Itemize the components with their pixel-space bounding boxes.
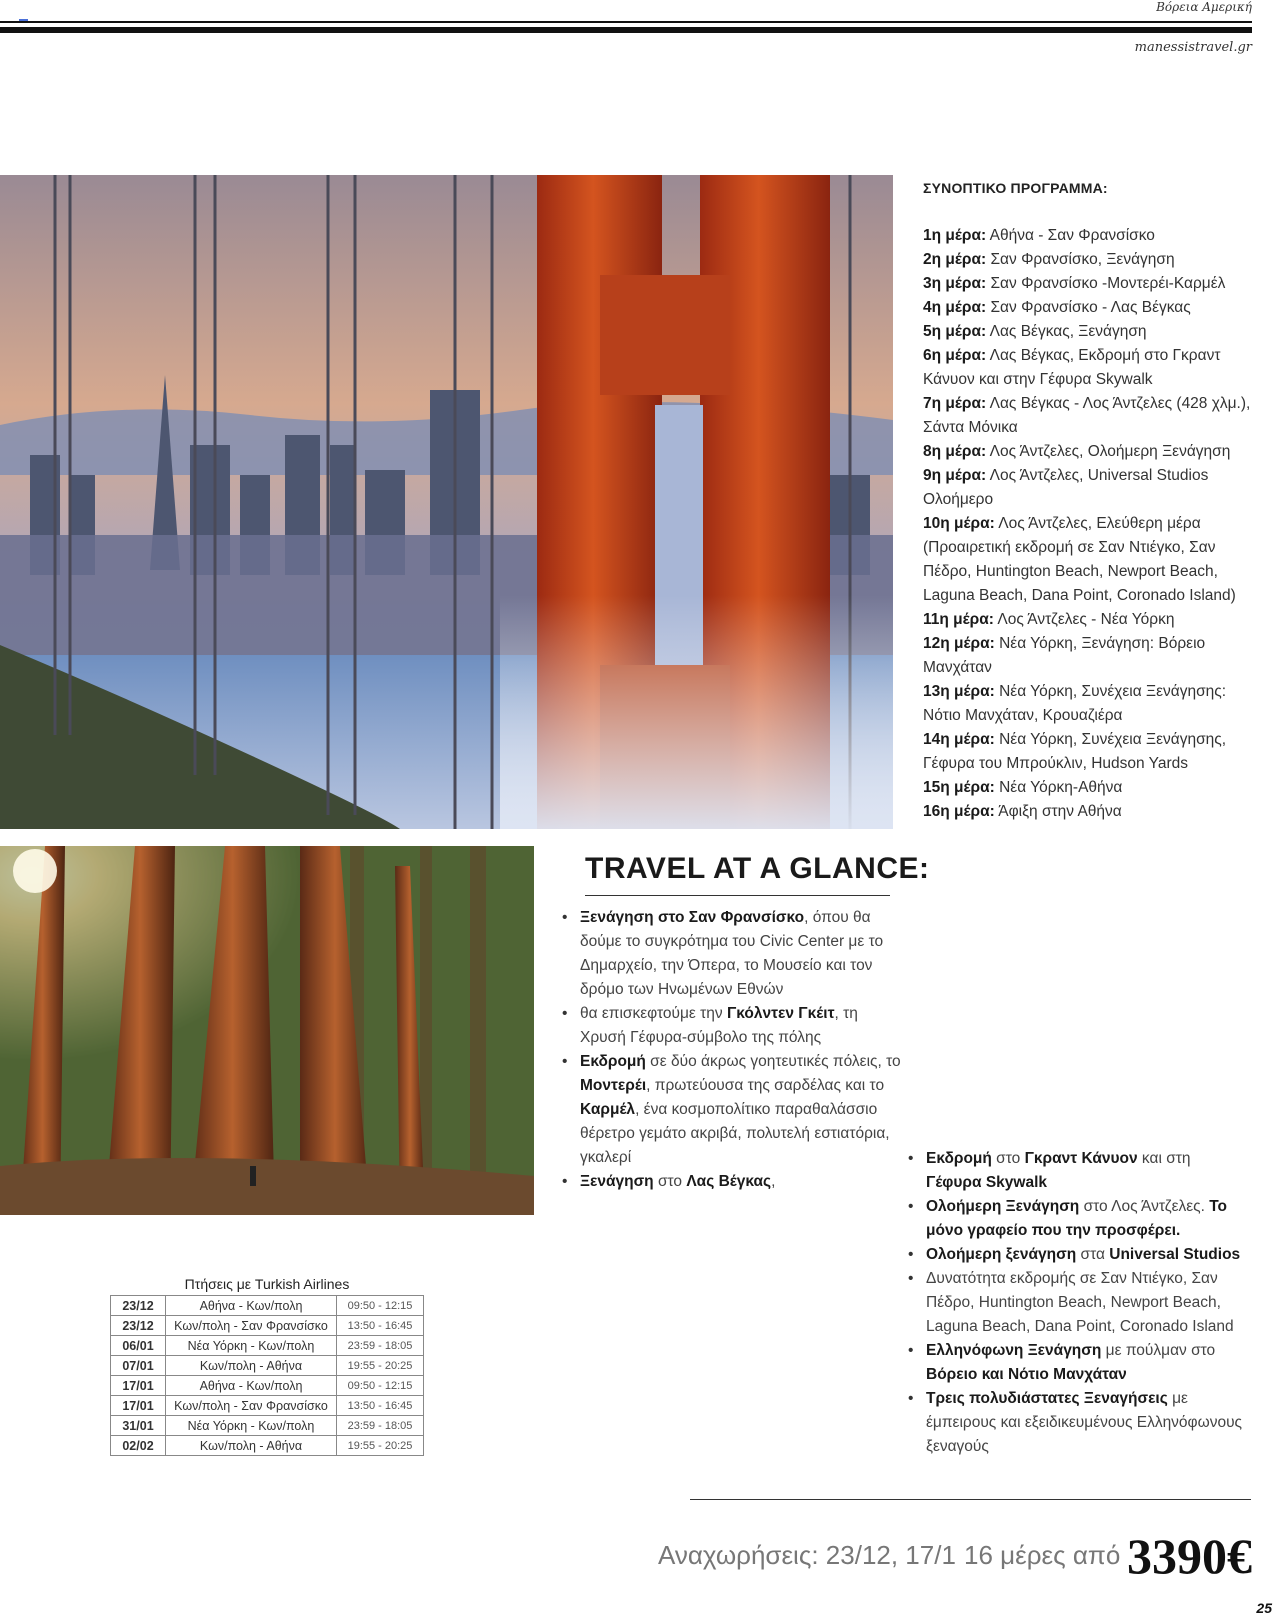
glance-title: TRAVEL AT A GLANCE: (585, 852, 930, 885)
glance-bullet (562, 1170, 907, 1194)
flight-route: Αθήνα - Κων/πολη (166, 1296, 337, 1316)
program-day-text: Λος Άντζελες, Universal Studios Ολοήμερο (923, 467, 1209, 508)
flight-time: 19:55 - 20:25 (337, 1356, 424, 1376)
glance-text: στο (653, 1173, 687, 1190)
program-day (923, 632, 1253, 680)
glance-text: , όπου θα δούμε το συγκρότημα του Civic Center με το Δημαρχείο, την Όπερα, το Μουσείο και τον δρόμο των Ηνωμένων Εθνών (580, 909, 884, 998)
glance-list-right (908, 1147, 1248, 1459)
glance-bullet (908, 1195, 1248, 1243)
program-day-label: 15η μέρα: (923, 779, 995, 796)
flight-row (111, 1356, 424, 1376)
program-day-text: Σαν Φρανσίσκο -Μοντερέι-Καρμέλ (990, 275, 1226, 292)
glance-bullet (908, 1243, 1248, 1267)
flight-row (111, 1436, 424, 1456)
flight-date: 31/01 (111, 1416, 166, 1436)
glance-bold-text: Το μόνο γραφείο που την προσφέρει. (926, 1198, 1228, 1239)
duration-text: 16 μέρες από (964, 1540, 1121, 1570)
glance-bold-text: Τρεις πολυδιάστατες Ξεναγήσεις (926, 1390, 1168, 1407)
program-day-label: 5η μέρα: (923, 323, 987, 340)
glance-bullet (562, 906, 907, 1002)
program-day-text: Νέα Υόρκη, Συνέχεια Ξενάγησης, Γέφυρα του Μπρούκλιν, Hudson Yards (923, 731, 1227, 772)
glance-text: θα επισκεφτούμε την (580, 1005, 727, 1022)
program-day-label: 13η μέρα: (923, 683, 995, 700)
flight-route: Νέα Υόρκη - Κων/πολη (166, 1416, 337, 1436)
program-day-text: Νέα Υόρκη, Συνέχεια Ξενάγησης: Νότιο Μανχάταν, Κρουαζιέρα (923, 683, 1227, 724)
program-day-label: 11η μέρα: (923, 611, 994, 628)
flight-date: 06/01 (111, 1336, 166, 1356)
flight-date: 02/02 (111, 1436, 166, 1456)
program-day (923, 776, 1253, 800)
program-day-text: Νέα Υόρκη, Ξενάγηση: Βόρειο Μανχάταν (923, 635, 1206, 676)
program-day-label: 7η μέρα: (923, 395, 987, 412)
glance-bold-text: Εκδρομή (580, 1053, 646, 1070)
flight-route: Κων/πολη - Σαν Φρανσίσκο (166, 1396, 337, 1416)
program-day-text: Αθήνα - Σαν Φρανσίσκο (989, 227, 1155, 244)
program-day-label: 12η μέρα: (923, 635, 995, 652)
departures-text: Αναχωρήσεις: 23/12, 17/1 (658, 1540, 956, 1570)
footer-rule (690, 1499, 1251, 1500)
flight-time: 13:50 - 16:45 (337, 1396, 424, 1416)
page-number: 25 (1256, 1600, 1272, 1616)
glance-bullet (908, 1387, 1248, 1459)
glance-text: , πρωτεύουσα της σαρδέλας και το (646, 1077, 885, 1094)
flight-time: 13:50 - 16:45 (337, 1316, 424, 1336)
program-day (923, 392, 1253, 440)
glance-bold-text: Γέφυρα Skywalk (926, 1174, 1048, 1191)
golden-gate-bridge-photo (0, 175, 893, 829)
flights-caption: Πτήσεις με Turkish Airlines (184, 1276, 350, 1292)
program-day (923, 608, 1253, 632)
program-day-label: 2η μέρα: (923, 251, 987, 268)
program-day-text: Σαν Φρανσίσκο, Ξενάγηση (990, 251, 1175, 268)
glance-bold-text: Γκραντ Κάνυον (1024, 1150, 1138, 1167)
glance-bold-text: Βόρειο και Νότιο Μανχάταν (926, 1366, 1127, 1383)
glance-bold-text: Καρμέλ (580, 1101, 636, 1118)
sequoia-forest-photo (0, 846, 534, 1215)
program-day-text: Σαν Φρανσίσκο - Λας Βέγκας (990, 299, 1191, 316)
glance-bold-text: Universal Studios (1109, 1246, 1241, 1263)
program-day-label: 14η μέρα: (923, 731, 995, 748)
glance-bold-text: Ξενάγηση στο Σαν Φρανσίσκο (580, 909, 805, 926)
flights-table (110, 1295, 424, 1456)
program-day (923, 680, 1253, 728)
header-rule-thin (0, 21, 1252, 23)
price: 3390€ (1127, 1528, 1252, 1584)
flight-date: 07/01 (111, 1356, 166, 1376)
flight-time: 09:50 - 12:15 (337, 1296, 424, 1316)
glance-list-left (562, 906, 907, 1194)
glance-text: Δυνατότητα εκδρομής σε Σαν Ντιέγκο, Σαν Πέδρο, Huntington Beach, Newport Beach, Laguna Beach, Dana Point, Coronado Island (926, 1270, 1234, 1335)
flight-time: 19:55 - 20:25 (337, 1436, 424, 1456)
program-day-label: 6η μέρα: (923, 347, 987, 364)
program-day (923, 296, 1253, 320)
flight-route: Νέα Υόρκη - Κων/πολη (166, 1336, 337, 1356)
glance-text: στο Λος Άντζελες. (1079, 1198, 1210, 1215)
glance-text: με έμπειρους και εξειδικευμένους Ελληνόφωνους ξεναγούς (926, 1390, 1243, 1455)
program-day-label: 10η μέρα: (923, 515, 995, 532)
program-day (923, 224, 1253, 248)
program-day-label: 4η μέρα: (923, 299, 987, 316)
flight-row (111, 1416, 424, 1436)
program-day-text: Λας Βέγκας, Εκδρομή στο Γκραντ Κάνυον και στην Γέφυρα Skywalk (923, 347, 1221, 388)
header-site: manessistravel.gr (1134, 40, 1252, 55)
program-day-label: 1η μέρα: (923, 227, 987, 244)
flight-date: 17/01 (111, 1376, 166, 1396)
program-day (923, 344, 1253, 392)
flight-row (111, 1336, 424, 1356)
program-day (923, 512, 1253, 608)
program-heading: ΣΥΝΟΠΤΙΚΟ ΠΡΟΓΡΑΜΜΑ: (923, 180, 1108, 196)
glance-text: σε δύο άκρως γοητευτικές πόλεις, το (645, 1053, 901, 1070)
flight-row (111, 1316, 424, 1336)
glance-text: , (771, 1173, 776, 1190)
glance-bold-text: Εκδρομή (926, 1150, 992, 1167)
program-day-label: 8η μέρα: (923, 443, 987, 460)
program-day-label: 9η μέρα: (923, 467, 987, 484)
flight-row (111, 1396, 424, 1416)
glance-bold-text: Γκόλντεν Γκέιτ (726, 1005, 835, 1022)
glance-title-rule (585, 895, 890, 896)
glance-bold-text: Ελληνόφωνη Ξενάγηση (926, 1342, 1102, 1359)
program-day (923, 272, 1253, 296)
program-day (923, 320, 1253, 344)
program-day-text: Λος Άντζελες - Νέα Υόρκη (997, 611, 1175, 628)
flight-route: Κων/πολη - Αθήνα (166, 1356, 337, 1376)
flight-row (111, 1376, 424, 1396)
program-day-label: 16η μέρα: (923, 803, 995, 820)
glance-text: με πούλμαν στο (1101, 1342, 1216, 1359)
program-day-text: Λας Βέγκας - Λος Άντζελες (428 χλμ.), Σάντα Μόνικα (923, 395, 1251, 436)
header-rule-thick (0, 27, 1252, 33)
flight-time: 23:59 - 18:05 (337, 1336, 424, 1356)
glance-bold-text: Ολοήμερη Ξενάγηση (926, 1198, 1080, 1215)
glance-bullet (908, 1267, 1248, 1339)
flight-route: Αθήνα - Κων/πολη (166, 1376, 337, 1396)
glance-bold-text: Λας Βέγκας (686, 1173, 772, 1190)
program-day (923, 440, 1253, 464)
program-day (923, 464, 1253, 512)
glance-text: , ένα κοσμοπολίτικο παραθαλάσσιο θέρετρο γεμάτο ακριβά, πολυτελή εστιατόρια, γκαλερί (580, 1101, 890, 1166)
program-day-text: Λος Άντζελες, Ολοήμερη Ξενάγηση (989, 443, 1231, 460)
program-day-text: Νέα Υόρκη-Αθήνα (999, 779, 1123, 796)
program-day-label: 3η μέρα: (923, 275, 987, 292)
program-day-text: Λας Βέγκας, Ξενάγηση (989, 323, 1147, 340)
program-day (923, 800, 1253, 824)
glance-bullet (908, 1339, 1248, 1387)
program-list (923, 224, 1253, 824)
glance-bold-text: Ξενάγηση (580, 1173, 654, 1190)
flight-time: 09:50 - 12:15 (337, 1376, 424, 1396)
flight-date: 23/12 (111, 1316, 166, 1336)
program-day (923, 248, 1253, 272)
program-day-text: Άφιξη στην Αθήνα (998, 803, 1122, 820)
glance-bullet (908, 1147, 1248, 1195)
glance-text: στο (991, 1150, 1025, 1167)
flight-date: 23/12 (111, 1296, 166, 1316)
glance-bullet (562, 1050, 907, 1170)
glance-bold-text: Μοντερέι (580, 1077, 647, 1094)
flight-route: Κων/πολη - Αθήνα (166, 1436, 337, 1456)
glance-text: στα (1076, 1246, 1110, 1263)
program-day-text: Λος Άντζελες, Ελεύθερη μέρα (Προαιρετική εκδρομή σε Σαν Ντιέγκο, Σαν Πέδρο, Huntington Beach, Newport Beach, Laguna Beach, Dana Point, Coronado Island) (923, 515, 1236, 604)
glance-text: και στη (1137, 1150, 1191, 1167)
flight-route: Κων/πολη - Σαν Φρανσίσκο (166, 1316, 337, 1336)
program-day (923, 728, 1253, 776)
flight-time: 23:59 - 18:05 (337, 1416, 424, 1436)
glance-bullet (562, 1002, 907, 1050)
glance-text: , τη Χρυσή Γέφυρα-σύμβολο της πόλης (580, 1005, 858, 1046)
flight-date: 17/01 (111, 1396, 166, 1416)
header-region: Βόρεια Αμερική (1156, 0, 1252, 14)
glance-bold-text: Ολοήμερη ξενάγηση (926, 1246, 1077, 1263)
flight-row (111, 1296, 424, 1316)
